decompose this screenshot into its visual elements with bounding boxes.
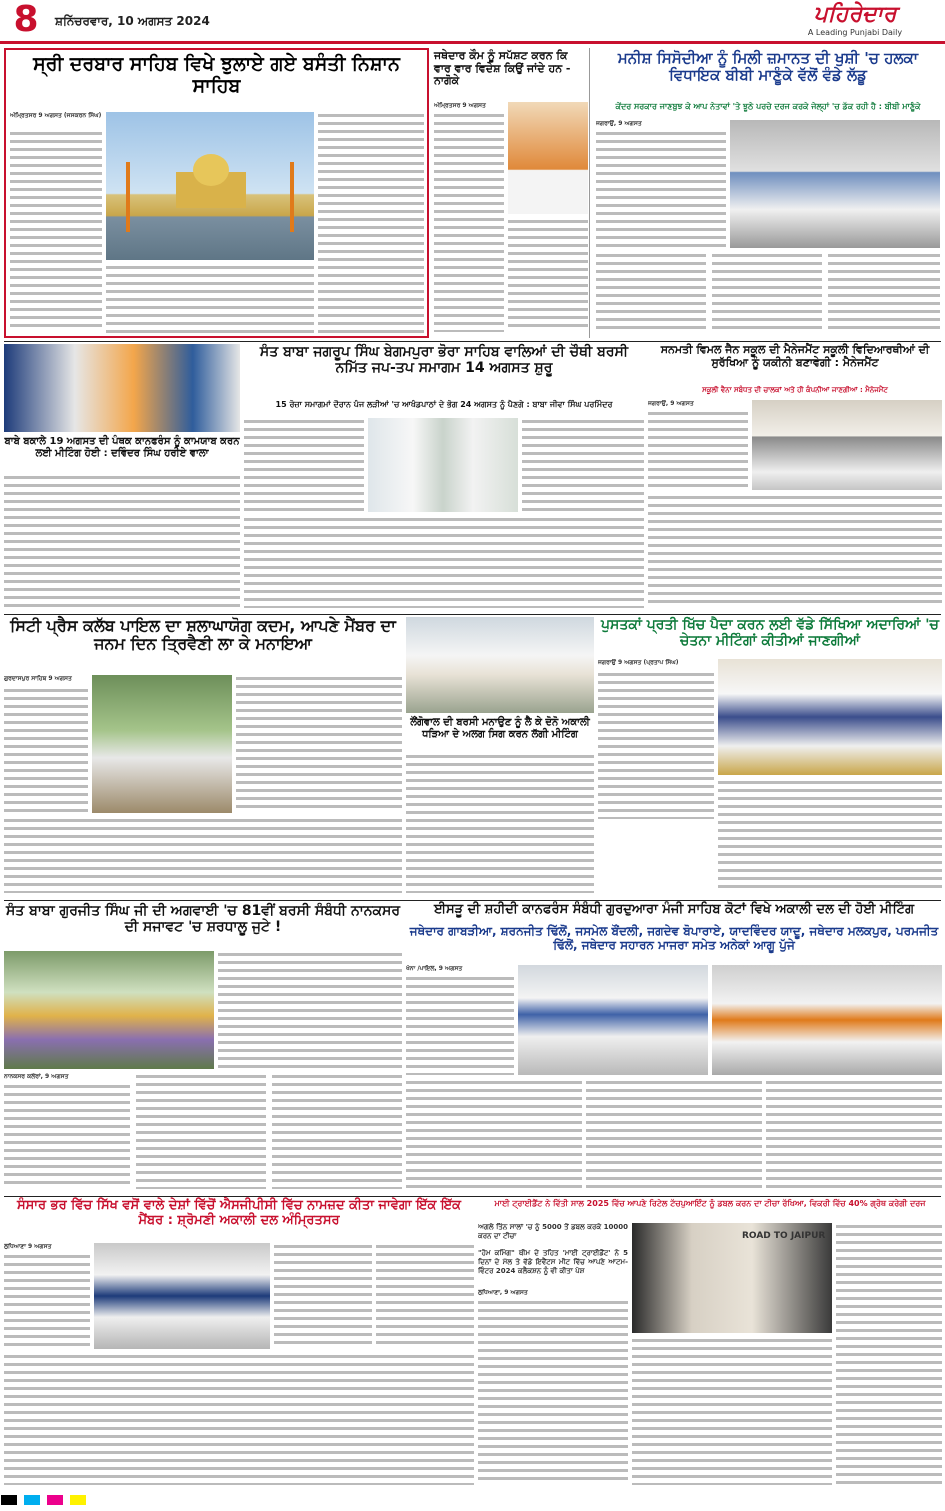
sgpc-meeting-photo [94, 1243, 270, 1349]
body-text [712, 252, 822, 332]
divider [4, 900, 941, 901]
tree-planting-photo [92, 675, 232, 813]
headline: ਸੰਸਾਰ ਭਰ ਵਿੱਚ ਸਿੱਖ ਵਸੋਂ ਵਾਲੇ ਦੇਸ਼ਾਂ ਵਿੱਚੋਂ ਐਸਜੀਪੀਸੀ ਵਿੱਚ ਨਾਮਜ਼ਦ ਕੀਤਾ ਜਾਵੇਗਾ ਇੱਕ ਇੱਕ ਮੈਂਬਰ : ਸ਼੍ਰੋਮਣੀ ਅਕਾਲੀ ਦਲ ਅੰਮ੍ਰਿਤਸਰ [16, 1198, 461, 1228]
isru-gathering-photo [712, 965, 942, 1075]
headline: ਬਾਬੇ ਬਕਾਲੇ 19 ਅਗਸਤ ਦੀ ਪੰਥਕ ਕਾਨਫਰੰਸ ਨੂੰ ਕਾਮਯਾਬ ਕਰਨ ਲਈ ਮੀਟਿੰਗ ਹੋਈ : ਦਵਿੰਦਰ ਸਿੰਘ ਹਰੀਏ ਵਾਲਾ [4, 436, 240, 459]
body-text [4, 1253, 90, 1349]
dateline: ਨਾਨਕਸਰ ਕਲੇਰਾਂ, 9 ਅਗਸਤ [4, 1073, 69, 1080]
body-text [434, 112, 504, 332]
body-text [478, 1299, 628, 1485]
body-text [596, 252, 706, 332]
headline: ਮਾਈ ਟ੍ਰਾਈਡੈਂਟ ਨੇ ਵਿੱਤੀ ਸਾਲ 2025 ਵਿੱਚ ਆਪਣੇ ਰਿਟੇਲ ਟੱਚਪੁਆਇੰਟ ਨੂੰ ਡਬਲ ਕਰਨ ਦਾ ਟੀਚਾ ਰੱਖਿਆ, ਵਿਕਰੀ ਵਿੱਚ 40% ਗ੍ਰੋਥ ਕਰੇਗੀ ਦਰਜ [494, 1199, 926, 1208]
body-text [244, 418, 364, 512]
body-text [586, 1079, 762, 1189]
body-text [218, 951, 402, 1069]
headline: ਜਥੇਦਾਰ ਕੌਮ ਨੂੰ ਸਪੱਸ਼ਟ ਕਰਨ ਕਿ ਵਾਰ ਵਾਰ ਵਿਦੇਸ਼ ਕਿਉਂ ਜਾਂਦੇ ਹਨ - ਨਾਗੋਕੇ [434, 49, 571, 88]
dateline: ਲੁਧਿਆਣਾ, 9 ਅਗਸਤ [478, 1289, 528, 1296]
article-city-press-club [4, 617, 402, 897]
dateline: ਗੁਰਦਾਸਪੁਰ ਸਾਹਿਬ 9 ਅਗਸਤ [4, 675, 72, 682]
article-longowal [406, 617, 594, 897]
saints-photo [368, 418, 518, 512]
isru-meeting-photo [518, 965, 708, 1075]
swatch-yellow [70, 1495, 86, 1505]
headline: ਸ੍ਰੀ ਦਰਬਾਰ ਸਾਹਿਬ ਵਿਖੇ ਝੁਲਾਏ ਗਏ ਬਸੰਤੀ ਨਿਸ਼ਾਨ ਸਾਹਿਬ [33, 53, 400, 97]
body-text [4, 1353, 474, 1485]
body-text [10, 130, 102, 332]
headline: ਸਨਮਤੀ ਵਿਮਲ ਜੈਨ ਸਕੂਲ ਦੀ ਮੈਨੇਜਮੈਂਟ ਸਕੂਲੀ ਵਿਦਿਆਰਥੀਆਂ ਦੀ ਸੁਰੱਖਿਆ ਨੂੰ ਯਕੀਨੀ ਬਣਾਵੇਗੀ : ਮੈਨੇਜਮੈਂਟ [660, 343, 930, 369]
body-text [136, 1073, 266, 1189]
dateline: ਖੰਨਾ /ਪਾਇਲ, 9 ਅਗਸਤ [406, 965, 463, 972]
body-text [828, 252, 940, 332]
body-text [522, 418, 644, 512]
article-baba-bakala [4, 344, 240, 612]
body-text [376, 1243, 474, 1349]
issue-date: ਸ਼ਨਿੱਚਰਵਾਰ, 10 ਅਗਸਤ 2024 [55, 14, 210, 28]
article-jain-school [648, 344, 942, 612]
swatch-black [1, 1495, 17, 1505]
dateline: ਅੰਮ੍ਰਿਤਸਰ 9 ਅਗਸਤ (ਜਸਕਰਨ ਸਿੰਘ) [10, 112, 102, 119]
meeting-photo [4, 344, 240, 432]
bullet: ਅਗਲੇ ਤਿੰਨ ਸਾਲਾਂ 'ਚ ਨੂੰ 5000 ਤੋਂ ਡਬਲ ਕਰਕੇ 10000 ਕਰਨ ਦਾ ਟੀਚਾ [478, 1223, 628, 1240]
article-sant-jagroop-singh [244, 344, 644, 612]
page-number: 8 [13, 0, 39, 40]
trident-event-photo [632, 1223, 832, 1333]
headline: ਲੌਂਗੋਵਾਲ ਦੀ ਬਰਸੀ ਮਨਾਉਣ ਨੂੰ ਲੈ ਕੇ ਦੋਨੋ ਅਕਾਲੀ ਧੜਿਆ ਦੇ ਅਲਗ ਸਿਗ ਕਰਨ ਲੱਗੀ ਮੀਟਿੰਗ [410, 717, 590, 740]
body-text [318, 112, 424, 334]
body-text [632, 1337, 832, 1485]
body-text [4, 1083, 130, 1189]
body-text [836, 1223, 942, 1485]
headline: ਸੰਤ ਬਾਬਾ ਜਗਰੂਪ ਸਿੰਘ ਬੇਗਮਪੁਰਾ ਭੋਰਾ ਸਾਹਿਬ ਵਾਲਿਆਂ ਦੀ ਚੌਥੀ ਬਰਸੀ ਨਮਿੱਤ ਜਪ-ਤਪ ਸਮਾਗਮ 14 ਅਗਸਤ ਸ਼ੁਰੂ [259, 344, 629, 377]
divider [4, 341, 941, 342]
paper-logo [775, 2, 935, 38]
swatch-cyan [24, 1495, 40, 1505]
body-text [508, 218, 588, 332]
body-text [718, 779, 942, 893]
print-color-bar [0, 1492, 945, 1507]
headline: ਈਸੜੂ ਦੀ ਸ਼ਹੀਦੀ ਕਾਨਫਰੰਸ ਸੰਬੰਧੀ ਗੁਰਦੁਆਰਾ ਮੰਜੀ ਸਾਹਿਬ ਕੋਟਾਂ ਵਿਖੇ ਅਕਾਲੀ ਦਲ ਦੀ ਹੋਈ ਮੀਟਿੰਗ [433, 902, 915, 917]
body-text [406, 1079, 582, 1189]
body-text [596, 130, 726, 248]
article-manuke [594, 48, 942, 338]
body-text [244, 516, 644, 608]
group-photo [730, 120, 940, 248]
school-meeting-photo [752, 400, 942, 490]
body-text [274, 1243, 372, 1349]
body-text [4, 687, 88, 813]
dateline: ਜਗਰਾਉਂ, 9 ਅਗਸਤ [648, 400, 694, 407]
body-text [4, 474, 240, 608]
subhead: 15 ਰੋਜ਼ਾ ਸਮਾਗਮਾਂ ਦੌਰਾਨ ਪੰਜ ਲੜੀਆਂ 'ਚ ਆਖੰਡਪਾਠਾਂ ਦੇ ਭੋਗ 24 ਅਗਸਤ ਨੂੰ ਪੈਣਗੇ : ਬਾਬਾ ਜੀਵਾ ਸਿੰਘ ਪਰਮਿੰਦਰ [275, 400, 613, 409]
article-darbar-sahib [4, 48, 429, 338]
body-text [272, 1073, 402, 1189]
article-books [598, 617, 942, 897]
headline: ਮਨੀਸ਼ ਸਿਸੋਦੀਆ ਨੂੰ ਮਿਲੀ ਜ਼ਮਾਨਤ ਦੀ ਖੁਸ਼ੀ 'ਚ ਹਲਕਾ ਵਿਧਾਇਕ ਬੀਬੀ ਮਾਣੂੰਕੇ ਵੱਲੋਂ ਵੰਡੇ ਲੱਡੂ [617, 49, 919, 85]
article-my-trident [478, 1199, 942, 1489]
bullet: "ਹੋਮ ਕਮਿੰਗ" ਥੀਮ ਦੇ ਤਹਿਤ 'ਮਾਈ ਟ੍ਰਾਈਡੈਂਟ' ਨੇ 5 ਦਿਨਾਂ ਦੇ ਮੱਲ ਤੇ ਵੱਡੇ ਇਵੈਂਟਸ ਮੀਟ ਵਿੱਚ ਆਪਣੇ ਆਟਮ-ਵਿੰਟਰ 2024 ਕਲੈਕਸ਼ਨ ਨੂੰ ਵੀ ਕੀਤਾ ਪੇਸ਼ [478, 1249, 628, 1275]
dateline: ਲੁਧਿਆਣਾ 9 ਅਗਸਤ [4, 1243, 52, 1250]
body-text [648, 410, 748, 490]
masthead [0, 0, 945, 44]
article-nagoke [432, 48, 590, 338]
road-to-jaipur-caption: ROAD TO JAIPUR [742, 1231, 826, 1241]
subhead: ਕੇਂਦਰ ਸਰਕਾਰ ਜਾਣਬੁਝ ਕੇ ਆਪ ਨੇਤਾਵਾਂ 'ਤੇ ਝੂਠੇ ਪਰਚੇ ਦਰਜ ਕਰਕੇ ਜੇਲ੍ਹਾਂ 'ਚ ਡੱਕ ਰਹੀ ਹੈ : ਬੀਬੀ ਮਾਣੂੰਕੇ [615, 102, 921, 111]
body-text [598, 671, 714, 819]
subhead: ਜਥੇਦਾਰ ਗਾਬੜੀਆ, ਸ਼ਰਨਜੀਤ ਢਿੱਲੋਂ, ਜਸਮੇਲ ਬੌਂਦਲੀ, ਜਗਦੇਵ ਬੋਪਾਰਾਏ, ਯਾਦਵਿੰਦਰ ਯਾਦੂ, ਜਥੇਦਾਰ ਮਲਕਪੁਰ, ਪਰਮਜੀਤ ਢਿੱਲੋਂ, ਜਥੇਦਾਰ ਸਹਾਰਨ ਮਾਜਰਾ ਸਮੇਤ ਅਨੇਕਾਂ ਆਗੂ ਪੁੱਜੇ [409, 924, 939, 952]
body-text [4, 817, 402, 893]
article-sgpc-members [4, 1199, 474, 1489]
golden-temple-photo [106, 112, 314, 260]
headline: ਪੁਸਤਕਾਂ ਪ੍ਰਤੀ ਖਿੱਚ ਪੈਦਾ ਕਰਨ ਲਈ ਵੱਡੇ ਸਿੱਖਿਆ ਅਦਾਰਿਆਂ 'ਚ ਚੇਤਨਾ ਮੀਟਿੰਗਾਂ ਕੀਤੀਆਂ ਜਾਣਗੀਆਂ [601, 617, 939, 650]
subhead: ਸਕੂਲੀ ਵੈਨਾ ਸਬੰਧਤ ਦੀ ਚਾਲਕਾਂ ਅਤੇ ਹੀ ਕੰਪਨੀਆਂ ਜਾਣਗੀਆਂ : ਮੈਨੇਜਮੈਂਟ [702, 386, 888, 394]
body-text [236, 675, 402, 813]
paper-name: ਪਹਿਰੇਦਾਰ [813, 2, 897, 27]
divider [4, 614, 941, 615]
swatch-magenta [47, 1495, 63, 1505]
dateline: ਅੰਮ੍ਰਿਤਸਰ 9 ਅਗਸਤ [434, 102, 486, 109]
paper-tagline: A Leading Punjabi Daily [807, 28, 903, 37]
books-meeting-photo [718, 659, 942, 775]
article-isru-conference [406, 903, 942, 1193]
body-text [766, 1079, 942, 1189]
headline: ਸੰਤ ਬਾਬਾ ਗੁਰਜੀਤ ਸਿੰਘ ਜੀ ਦੀ ਅਗਵਾਈ 'ਚ 81ਵੀਂ ਬਰਸੀ ਸੰਬੰਧੀ ਨਾਨਕਸਰ ਦੀ ਸਜਾਵਟ 'ਚ ਸ਼ਰਧਾਲੂ ਜੁਟੇ ! [5, 903, 401, 936]
dateline: ਜਗਰਾਉਂ, 9 ਅਗਸਤ [596, 120, 642, 127]
dateline: ਜਗਰਾਉਂ 9 ਅਗਸਤ (ਪ੍ਰਤਾਪ ਸਿੰਘ) [598, 659, 679, 666]
portrait-photo [508, 102, 588, 214]
nanaksar-photo [4, 951, 214, 1069]
divider [4, 1196, 941, 1197]
body-text [406, 975, 514, 1075]
headline: ਸਿਟੀ ਪ੍ਰੈਸ ਕਲੱਬ ਪਾਇਲ ਦਾ ਸ਼ਲਾਘਾਯੋਗ ਕਦਮ, ਆਪਣੇ ਮੈਂਬਰ ਦਾ ਜਨਮ ਦਿਨ ਤ੍ਰਿਵੈਣੀ ਲਾ ਕੇ ਮਨਾਇਆ [10, 616, 396, 654]
longowal-meeting-photo [406, 617, 594, 713]
body-text [106, 264, 314, 334]
body-text [406, 753, 594, 893]
body-text [648, 494, 942, 608]
article-nanaksar [4, 903, 402, 1193]
